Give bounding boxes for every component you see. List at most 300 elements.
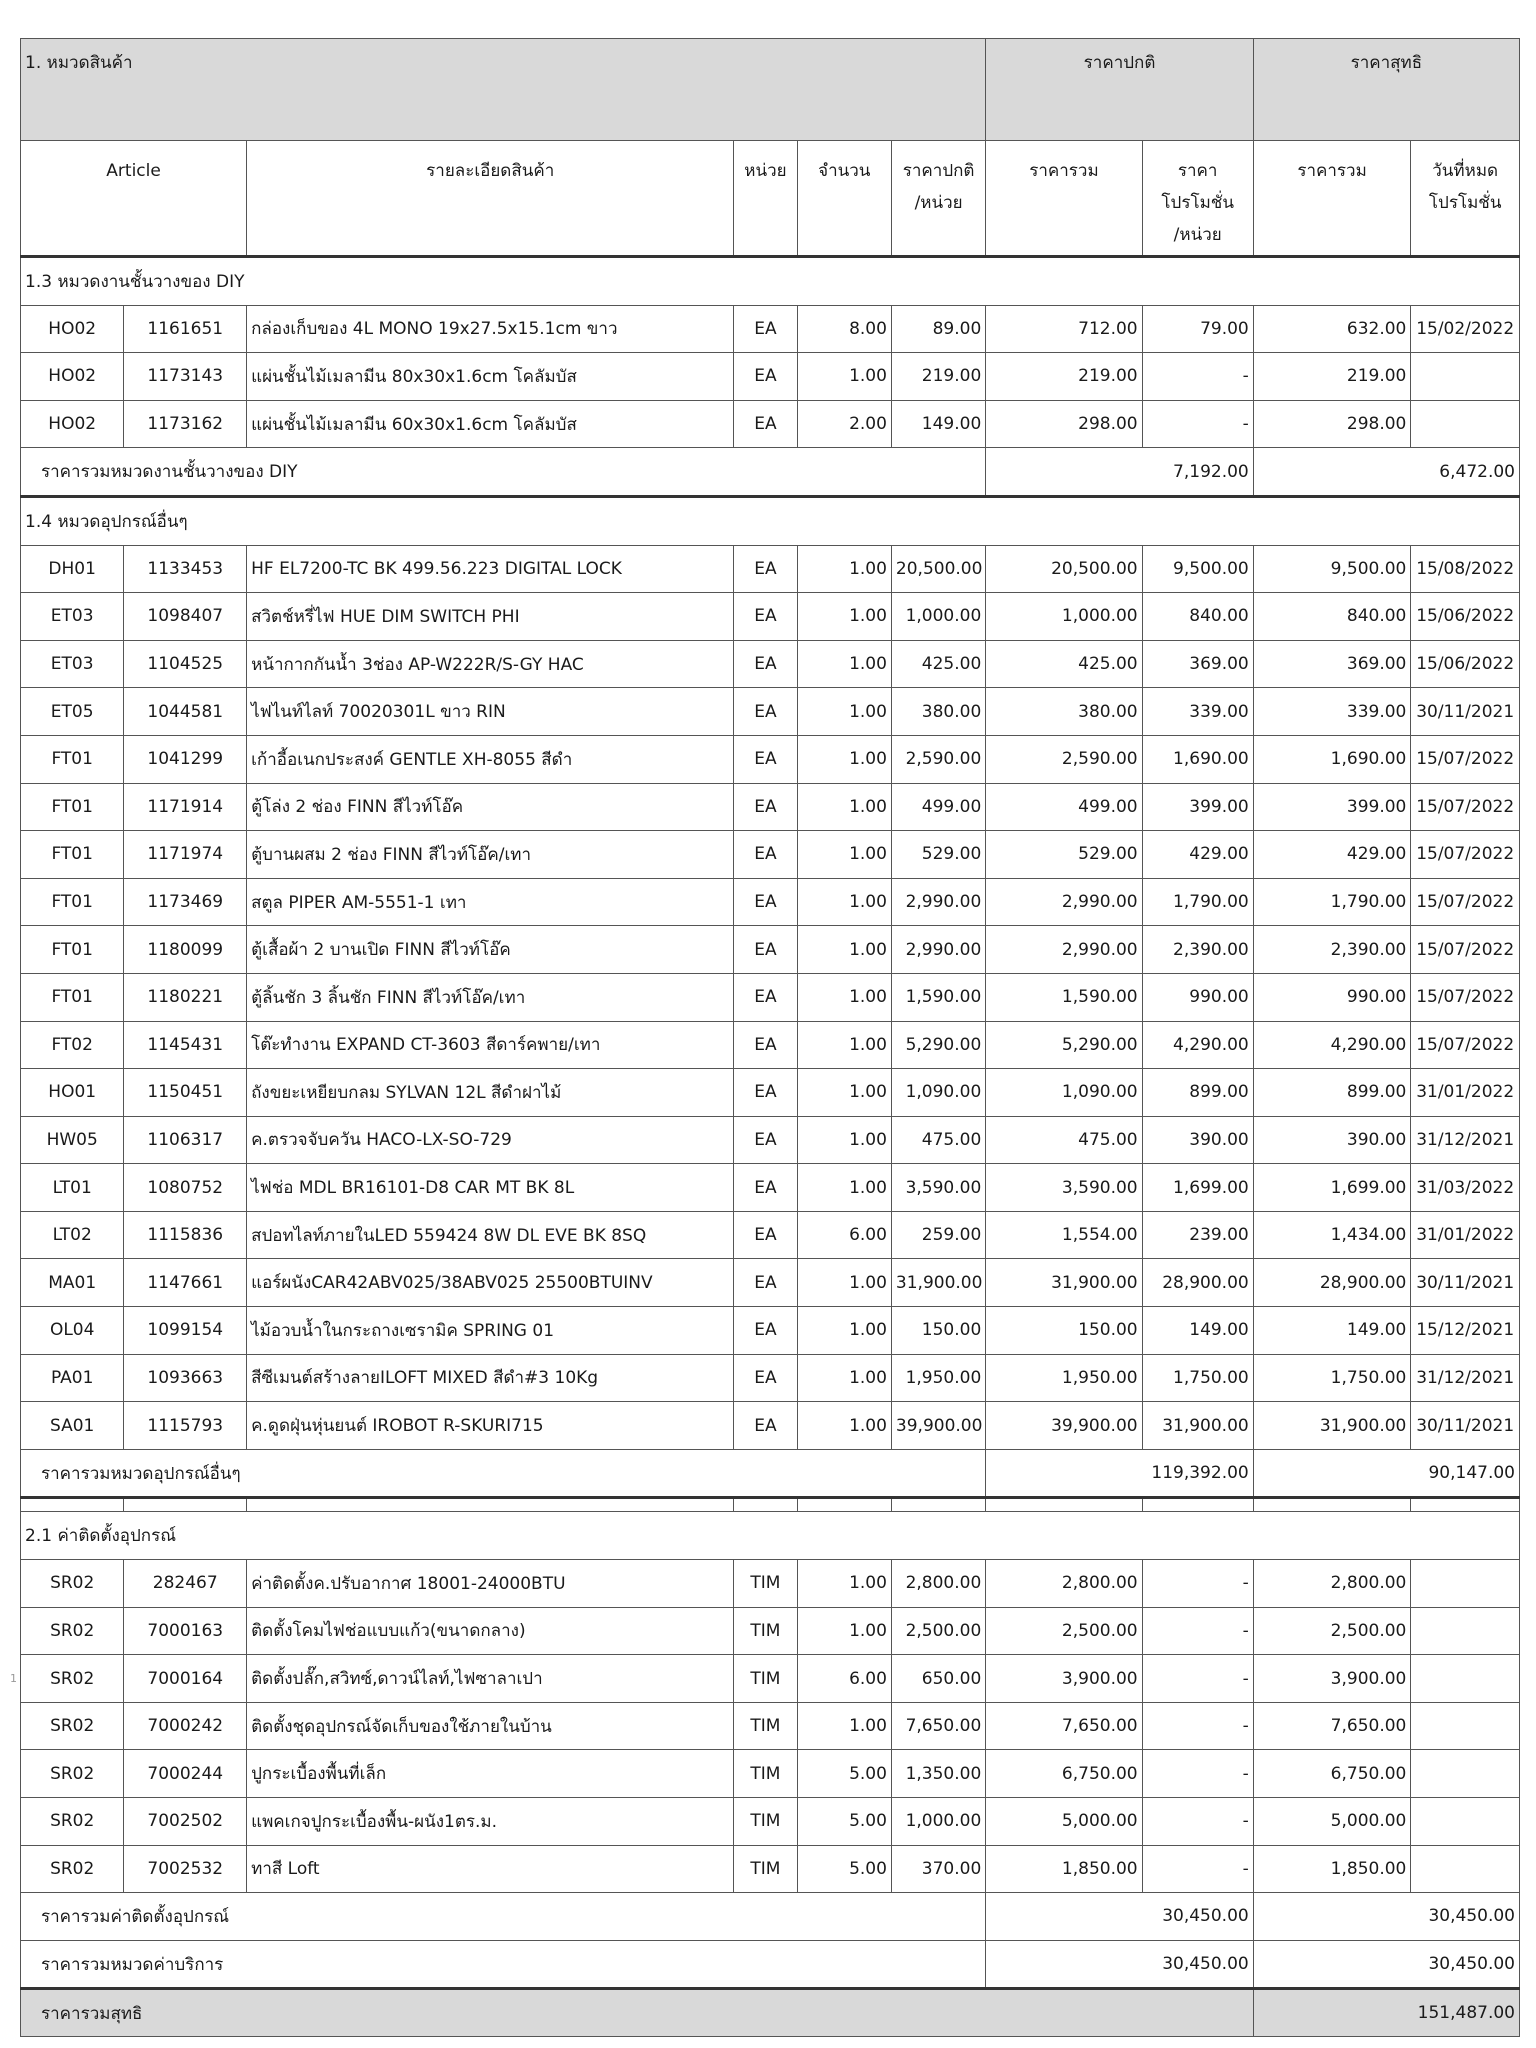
cell-qty: 1.00 — [797, 1402, 891, 1450]
cell-unit-price: 2,800.00 — [891, 1560, 985, 1608]
cell-description: ตู้โล่ง 2 ช่อง FINN สีไวท์โอ๊ค — [247, 783, 734, 831]
cell-promo-price: - — [1142, 1845, 1253, 1893]
cell-article: 1173162 — [124, 400, 247, 448]
cell-qty: 1.00 — [797, 1354, 891, 1402]
cell-qty: 1.00 — [797, 1307, 891, 1355]
cell-unit: EA — [734, 305, 797, 353]
section-title: 2.1 ค่าติดตั้งอุปกรณ์ — [21, 1512, 1520, 1560]
cell-promo-price: 1,699.00 — [1142, 1164, 1253, 1212]
cell-promo-price: 149.00 — [1142, 1307, 1253, 1355]
margin-mark: 1 — [10, 1672, 17, 1685]
cell-total: 2,800.00 — [986, 1560, 1142, 1608]
normal-price-group-header: ราคาปกติ — [986, 39, 1253, 141]
cell-end-date: 15/07/2022 — [1411, 831, 1520, 879]
cell-description: ติดตั้งโคมไฟช่อแบบแก้ว(ขนาดกลาง) — [247, 1607, 734, 1655]
cell-unit-price: 2,590.00 — [891, 735, 985, 783]
cell-total: 5,290.00 — [986, 1021, 1142, 1069]
table-row — [21, 1211, 1520, 1259]
cell-article: 7000164 — [124, 1655, 247, 1703]
table-row — [21, 1607, 1520, 1655]
table-row — [21, 1069, 1520, 1117]
cell-unit: TIM — [734, 1655, 797, 1703]
col-total: ราคารวม — [986, 141, 1142, 257]
cell-code: SR02 — [21, 1560, 124, 1608]
cell-qty: 1.00 — [797, 735, 891, 783]
cell-code: FT02 — [21, 1021, 124, 1069]
subtotal-net: 30,450.00 — [1253, 1893, 1519, 1941]
cell-net-total: 2,500.00 — [1253, 1607, 1411, 1655]
grand-total-value: 151,487.00 — [1253, 1989, 1519, 2037]
cell-end-date — [1411, 1702, 1520, 1750]
cell-code: SA01 — [21, 1402, 124, 1450]
cell-article: 1104525 — [124, 640, 247, 688]
col-promo-line2: โปรโมชั่น — [1161, 193, 1234, 213]
subtotal-label: ราคารวมหมวดอุปกรณ์อื่นๆ — [21, 1449, 986, 1498]
cell-promo-price: 79.00 — [1142, 305, 1253, 353]
cell-unit: EA — [734, 1402, 797, 1450]
subtotal-total: 30,450.00 — [986, 1893, 1253, 1941]
cell-total: 1,590.00 — [986, 973, 1142, 1021]
cell-promo-price: 31,900.00 — [1142, 1402, 1253, 1450]
cell-unit-price: 150.00 — [891, 1307, 985, 1355]
col-promo-line1: ราคา — [1177, 161, 1218, 181]
cell-total: 150.00 — [986, 1307, 1142, 1355]
cell-unit: EA — [734, 400, 797, 448]
service-total-label: ราคารวมหมวดค่าบริการ — [21, 1940, 986, 1989]
cell-end-date: 30/11/2021 — [1411, 1402, 1520, 1450]
cell-article: 1115793 — [124, 1402, 247, 1450]
cell-end-date — [1411, 1607, 1520, 1655]
gap-cell — [891, 1498, 985, 1512]
cell-code: FT01 — [21, 973, 124, 1021]
cell-end-date: 31/12/2021 — [1411, 1116, 1520, 1164]
cell-unit: TIM — [734, 1798, 797, 1846]
cell-net-total: 3,900.00 — [1253, 1655, 1411, 1703]
section-title-row — [21, 1512, 1520, 1560]
cell-promo-price: 899.00 — [1142, 1069, 1253, 1117]
cell-code: LT01 — [21, 1164, 124, 1212]
cell-unit: EA — [734, 783, 797, 831]
gap-cell — [1142, 1498, 1253, 1512]
cell-unit-price: 149.00 — [891, 400, 985, 448]
cell-description: ปูกระเบื้องพื้นที่เล็ก — [247, 1750, 734, 1798]
cell-code: SR02 — [21, 1702, 124, 1750]
cell-end-date: 15/07/2022 — [1411, 783, 1520, 831]
cell-net-total: 429.00 — [1253, 831, 1411, 879]
cell-code: MA01 — [21, 1259, 124, 1307]
cell-end-date: 15/07/2022 — [1411, 735, 1520, 783]
subtotal-row — [21, 1449, 1520, 1498]
table-row — [21, 400, 1520, 448]
cell-total: 529.00 — [986, 831, 1142, 879]
cell-promo-price: 9,500.00 — [1142, 545, 1253, 593]
cell-unit-price: 1,090.00 — [891, 1069, 985, 1117]
cell-code: HW05 — [21, 1116, 124, 1164]
cell-unit: EA — [734, 735, 797, 783]
cell-promo-price: - — [1142, 353, 1253, 401]
col-unit-price-line2: /หน่วย — [914, 193, 963, 213]
cell-unit-price: 1,000.00 — [891, 1798, 985, 1846]
col-promo-line3: /หน่วย — [1173, 225, 1222, 245]
cell-qty: 1.00 — [797, 1560, 891, 1608]
cell-qty: 1.00 — [797, 973, 891, 1021]
cell-article: 1098407 — [124, 593, 247, 641]
cell-unit: TIM — [734, 1702, 797, 1750]
subtotal-row — [21, 448, 1520, 497]
cell-total: 39,900.00 — [986, 1402, 1142, 1450]
cell-code: FT01 — [21, 878, 124, 926]
table-row — [21, 1845, 1520, 1893]
table-row — [21, 926, 1520, 974]
cell-end-date: 15/07/2022 — [1411, 1021, 1520, 1069]
header-row-group — [21, 39, 1520, 141]
cell-unit: EA — [734, 1069, 797, 1117]
cell-unit: EA — [734, 593, 797, 641]
subtotal-row — [21, 1893, 1520, 1941]
cell-unit-price: 1,000.00 — [891, 593, 985, 641]
cell-description: ค่าติดตั้งค.ปรับอากาศ 18001-24000BTU — [247, 1560, 734, 1608]
cell-promo-price: 4,290.00 — [1142, 1021, 1253, 1069]
table-row — [21, 1164, 1520, 1212]
cell-description: ตู้บานผสม 2 ช่อง FINN สีไวท์โอ๊ค/เทา — [247, 831, 734, 879]
cell-end-date: 15/02/2022 — [1411, 305, 1520, 353]
cell-description: แอร์ผนังCAR42ABV025/38ABV025 25500BTUINV — [247, 1259, 734, 1307]
cell-total: 3,590.00 — [986, 1164, 1142, 1212]
cell-article: 1147661 — [124, 1259, 247, 1307]
cell-unit: TIM — [734, 1750, 797, 1798]
cell-total: 425.00 — [986, 640, 1142, 688]
cell-description: สตูล PIPER AM-5551-1 เทา — [247, 878, 734, 926]
cell-total: 298.00 — [986, 400, 1142, 448]
cell-net-total: 632.00 — [1253, 305, 1411, 353]
cell-article: 7002532 — [124, 1845, 247, 1893]
table-row — [21, 1702, 1520, 1750]
cell-promo-price: - — [1142, 1798, 1253, 1846]
cell-promo-price: - — [1142, 1560, 1253, 1608]
cell-code: ET03 — [21, 593, 124, 641]
service-total-row — [21, 1940, 1520, 1989]
service-total-total: 30,450.00 — [986, 1940, 1253, 1989]
col-end-date-line2: โปรโมชั่น — [1428, 193, 1502, 213]
gap-cell — [21, 1498, 124, 1512]
cell-net-total: 899.00 — [1253, 1069, 1411, 1117]
cell-unit: EA — [734, 1116, 797, 1164]
cell-unit: EA — [734, 878, 797, 926]
cell-end-date: 31/03/2022 — [1411, 1164, 1520, 1212]
table-row — [21, 1259, 1520, 1307]
cell-article: 1080752 — [124, 1164, 247, 1212]
cell-qty: 1.00 — [797, 688, 891, 736]
cell-promo-price: 840.00 — [1142, 593, 1253, 641]
cell-qty: 5.00 — [797, 1798, 891, 1846]
cell-promo-price: - — [1142, 400, 1253, 448]
cell-description: ตู้เสื้อผ้า 2 บานเปิด FINN สีไวท์โอ๊ค — [247, 926, 734, 974]
cell-end-date: 31/01/2022 — [1411, 1069, 1520, 1117]
cell-net-total: 990.00 — [1253, 973, 1411, 1021]
cell-total: 2,500.00 — [986, 1607, 1142, 1655]
table-row — [21, 1798, 1520, 1846]
cell-end-date: 15/06/2022 — [1411, 640, 1520, 688]
cell-promo-price: 1,750.00 — [1142, 1354, 1253, 1402]
cell-end-date — [1411, 1560, 1520, 1608]
section-title-row — [21, 257, 1520, 306]
cell-total: 3,900.00 — [986, 1655, 1142, 1703]
cell-description: HF EL7200-TC BK 499.56.223 DIGITAL LOCK — [247, 545, 734, 593]
cell-net-total: 369.00 — [1253, 640, 1411, 688]
subtotal-net: 90,147.00 — [1253, 1449, 1519, 1498]
cell-qty: 1.00 — [797, 926, 891, 974]
cell-code: FT01 — [21, 926, 124, 974]
cell-unit-price: 2,990.00 — [891, 926, 985, 974]
cell-description: เก้าอี้อเนกประสงค์ GENTLE XH-8055 สีดำ — [247, 735, 734, 783]
cell-article: 1145431 — [124, 1021, 247, 1069]
table-body — [21, 39, 1520, 2037]
cell-qty: 1.00 — [797, 1607, 891, 1655]
cell-end-date — [1411, 1655, 1520, 1703]
cell-code: ET03 — [21, 640, 124, 688]
cell-article: 1180099 — [124, 926, 247, 974]
col-unit-price-line1: ราคาปกติ — [902, 161, 975, 181]
cell-article: 1115836 — [124, 1211, 247, 1259]
cell-promo-price: 2,390.00 — [1142, 926, 1253, 974]
gap-cell — [986, 1498, 1142, 1512]
cell-end-date — [1411, 400, 1520, 448]
cell-end-date: 30/11/2021 — [1411, 1259, 1520, 1307]
cell-qty: 1.00 — [797, 783, 891, 831]
col-end-date — [1411, 141, 1520, 257]
cell-qty: 1.00 — [797, 1259, 891, 1307]
cell-net-total: 219.00 — [1253, 353, 1411, 401]
table-row — [21, 305, 1520, 353]
cell-qty: 1.00 — [797, 640, 891, 688]
cell-end-date: 15/07/2022 — [1411, 926, 1520, 974]
table-row — [21, 1560, 1520, 1608]
cell-total: 1,850.00 — [986, 1845, 1142, 1893]
cell-qty: 6.00 — [797, 1211, 891, 1259]
cell-article: 1171974 — [124, 831, 247, 879]
cell-unit-price: 1,590.00 — [891, 973, 985, 1021]
cell-net-total: 399.00 — [1253, 783, 1411, 831]
cell-unit-price: 39,900.00 — [891, 1402, 985, 1450]
gap-cell — [1411, 1498, 1520, 1512]
cell-promo-price: - — [1142, 1655, 1253, 1703]
gap-cell — [1253, 1498, 1411, 1512]
cell-promo-price: 1,690.00 — [1142, 735, 1253, 783]
subtotal-total: 119,392.00 — [986, 1449, 1253, 1498]
table-row — [21, 353, 1520, 401]
cell-total: 7,650.00 — [986, 1702, 1142, 1750]
cell-code: FT01 — [21, 783, 124, 831]
cell-total: 20,500.00 — [986, 545, 1142, 593]
cell-net-total: 298.00 — [1253, 400, 1411, 448]
cell-promo-price: - — [1142, 1750, 1253, 1798]
cell-promo-price: 239.00 — [1142, 1211, 1253, 1259]
col-end-date-line1: วันที่หมด — [1432, 161, 1499, 181]
col-unit: หน่วย — [734, 141, 797, 257]
cell-article: 1106317 — [124, 1116, 247, 1164]
cell-unit-price: 475.00 — [891, 1116, 985, 1164]
cell-total: 5,000.00 — [986, 1798, 1142, 1846]
cell-article: 1041299 — [124, 735, 247, 783]
cell-unit: EA — [734, 640, 797, 688]
cell-promo-price: 1,790.00 — [1142, 878, 1253, 926]
cell-qty: 1.00 — [797, 1116, 891, 1164]
cell-unit-price: 20,500.00 — [891, 545, 985, 593]
cell-qty: 8.00 — [797, 305, 891, 353]
cell-unit-price: 31,900.00 — [891, 1259, 985, 1307]
cell-description: สปอทไลท์ภายในLED 559424 8W DL EVE BK 8SQ — [247, 1211, 734, 1259]
cell-qty: 1.00 — [797, 1021, 891, 1069]
table-row — [21, 640, 1520, 688]
cell-net-total: 1,750.00 — [1253, 1354, 1411, 1402]
cell-qty: 1.00 — [797, 878, 891, 926]
cell-unit: EA — [734, 1021, 797, 1069]
cell-unit-price: 380.00 — [891, 688, 985, 736]
header-row-columns — [21, 141, 1520, 257]
cell-description: หน้ากากกันน้ำ 3ช่อง AP-W222R/S-GY HAC — [247, 640, 734, 688]
cell-unit: EA — [734, 1259, 797, 1307]
cell-code: HO02 — [21, 305, 124, 353]
subtotal-total: 7,192.00 — [986, 448, 1253, 497]
cell-code: LT02 — [21, 1211, 124, 1259]
cell-total: 6,750.00 — [986, 1750, 1142, 1798]
table-row — [21, 593, 1520, 641]
col-unit-price — [891, 141, 985, 257]
cell-unit-price: 2,990.00 — [891, 878, 985, 926]
col-net-total: ราคารวม — [1253, 141, 1411, 257]
section-gap-row — [21, 1498, 1520, 1512]
cell-unit-price: 7,650.00 — [891, 1702, 985, 1750]
cell-total: 219.00 — [986, 353, 1142, 401]
cell-description: สีซีเมนต์สร้างลายILOFT MIXED สีดำ#3 10Kg — [247, 1354, 734, 1402]
cell-net-total: 339.00 — [1253, 688, 1411, 736]
subtotal-label: ราคารวมค่าติดตั้งอุปกรณ์ — [21, 1893, 986, 1941]
cell-qty: 1.00 — [797, 353, 891, 401]
cell-net-total: 28,900.00 — [1253, 1259, 1411, 1307]
cell-net-total: 1,434.00 — [1253, 1211, 1411, 1259]
cell-unit-price: 370.00 — [891, 1845, 985, 1893]
cell-unit-price: 499.00 — [891, 783, 985, 831]
cell-end-date — [1411, 1845, 1520, 1893]
cell-code: FT01 — [21, 831, 124, 879]
cell-description: ทาสี Loft — [247, 1845, 734, 1893]
cell-promo-price: 399.00 — [1142, 783, 1253, 831]
cell-code: HO02 — [21, 400, 124, 448]
cell-unit-price: 650.00 — [891, 1655, 985, 1703]
cell-description: ติดตั้งชุดอุปกรณ์จัดเก็บของใช้ภายในบ้าน — [247, 1702, 734, 1750]
cell-article: 7000163 — [124, 1607, 247, 1655]
cell-unit-price: 3,590.00 — [891, 1164, 985, 1212]
cell-unit: EA — [734, 973, 797, 1021]
cell-unit-price: 1,950.00 — [891, 1354, 985, 1402]
table-row — [21, 735, 1520, 783]
grand-total-row — [21, 1989, 1520, 2037]
cell-qty: 1.00 — [797, 1702, 891, 1750]
cell-unit: EA — [734, 1354, 797, 1402]
service-total-net: 30,450.00 — [1253, 1940, 1519, 1989]
category-title: 1. หมวดสินค้า — [21, 39, 986, 141]
cell-unit: EA — [734, 1307, 797, 1355]
cell-net-total: 9,500.00 — [1253, 545, 1411, 593]
table-row — [21, 1750, 1520, 1798]
cell-unit-price: 5,290.00 — [891, 1021, 985, 1069]
cell-end-date: 15/07/2022 — [1411, 878, 1520, 926]
cell-code: PA01 — [21, 1354, 124, 1402]
cell-code: HO01 — [21, 1069, 124, 1117]
cell-promo-price: 339.00 — [1142, 688, 1253, 736]
cell-total: 2,990.00 — [986, 878, 1142, 926]
cell-description: ตู้ลิ้นชัก 3 ลิ้นชัก FINN สีไวท์โอ๊ค/เทา — [247, 973, 734, 1021]
cell-unit-price: 1,350.00 — [891, 1750, 985, 1798]
cell-description: ไฟช่อ MDL BR16101-D8 CAR MT BK 8L — [247, 1164, 734, 1212]
table-row — [21, 1116, 1520, 1164]
cell-code: OL04 — [21, 1307, 124, 1355]
table-row — [21, 973, 1520, 1021]
net-price-group-header: ราคาสุทธิ — [1253, 39, 1519, 141]
col-promo-price — [1142, 141, 1253, 257]
subtotal-net: 6,472.00 — [1253, 448, 1519, 497]
table-row — [21, 783, 1520, 831]
cell-net-total: 1,690.00 — [1253, 735, 1411, 783]
cell-total: 1,950.00 — [986, 1354, 1142, 1402]
cell-code: ET05 — [21, 688, 124, 736]
table-row — [21, 878, 1520, 926]
cell-code: SR02 — [21, 1655, 124, 1703]
cell-promo-price: 369.00 — [1142, 640, 1253, 688]
cell-total: 499.00 — [986, 783, 1142, 831]
cell-unit: TIM — [734, 1845, 797, 1893]
table-row — [21, 831, 1520, 879]
cell-total: 712.00 — [986, 305, 1142, 353]
cell-description: ไม้อวบน้ำในกระถางเซรามิค SPRING 01 — [247, 1307, 734, 1355]
cell-net-total: 149.00 — [1253, 1307, 1411, 1355]
cell-article: 1133453 — [124, 545, 247, 593]
col-qty: จำนวน — [797, 141, 891, 257]
gap-cell — [247, 1498, 734, 1512]
cell-code: DH01 — [21, 545, 124, 593]
cell-total: 1,554.00 — [986, 1211, 1142, 1259]
cell-qty: 5.00 — [797, 1845, 891, 1893]
cell-article: 1099154 — [124, 1307, 247, 1355]
cell-code: HO02 — [21, 353, 124, 401]
cell-unit: EA — [734, 1211, 797, 1259]
cell-total: 475.00 — [986, 1116, 1142, 1164]
cell-net-total: 7,650.00 — [1253, 1702, 1411, 1750]
cell-qty: 1.00 — [797, 1069, 891, 1117]
cell-unit: EA — [734, 353, 797, 401]
cell-net-total: 2,800.00 — [1253, 1560, 1411, 1608]
cell-total: 2,590.00 — [986, 735, 1142, 783]
cell-article: 1173469 — [124, 878, 247, 926]
cell-total: 2,990.00 — [986, 926, 1142, 974]
cell-end-date — [1411, 353, 1520, 401]
table-row — [21, 1354, 1520, 1402]
cell-unit-price: 529.00 — [891, 831, 985, 879]
cell-article: 7002502 — [124, 1798, 247, 1846]
cell-description: ไฟไนท์ไลท์ 70020301L ขาว RIN — [247, 688, 734, 736]
grand-total-label: ราคารวมสุทธิ — [21, 1989, 1254, 2037]
cell-description: ค.ตรวจจับควัน HACO-LX-SO-729 — [247, 1116, 734, 1164]
cell-description: แผ่นชั้นไม้เมลามีน 80x30x1.6cm โคลัมบัส — [247, 353, 734, 401]
cell-end-date: 30/11/2021 — [1411, 688, 1520, 736]
table-row — [21, 688, 1520, 736]
cell-unit-price: 2,500.00 — [891, 1607, 985, 1655]
cell-promo-price: 990.00 — [1142, 973, 1253, 1021]
cell-unit: EA — [734, 831, 797, 879]
cell-total: 1,000.00 — [986, 593, 1142, 641]
col-article: Article — [21, 141, 247, 257]
cell-end-date: 15/06/2022 — [1411, 593, 1520, 641]
